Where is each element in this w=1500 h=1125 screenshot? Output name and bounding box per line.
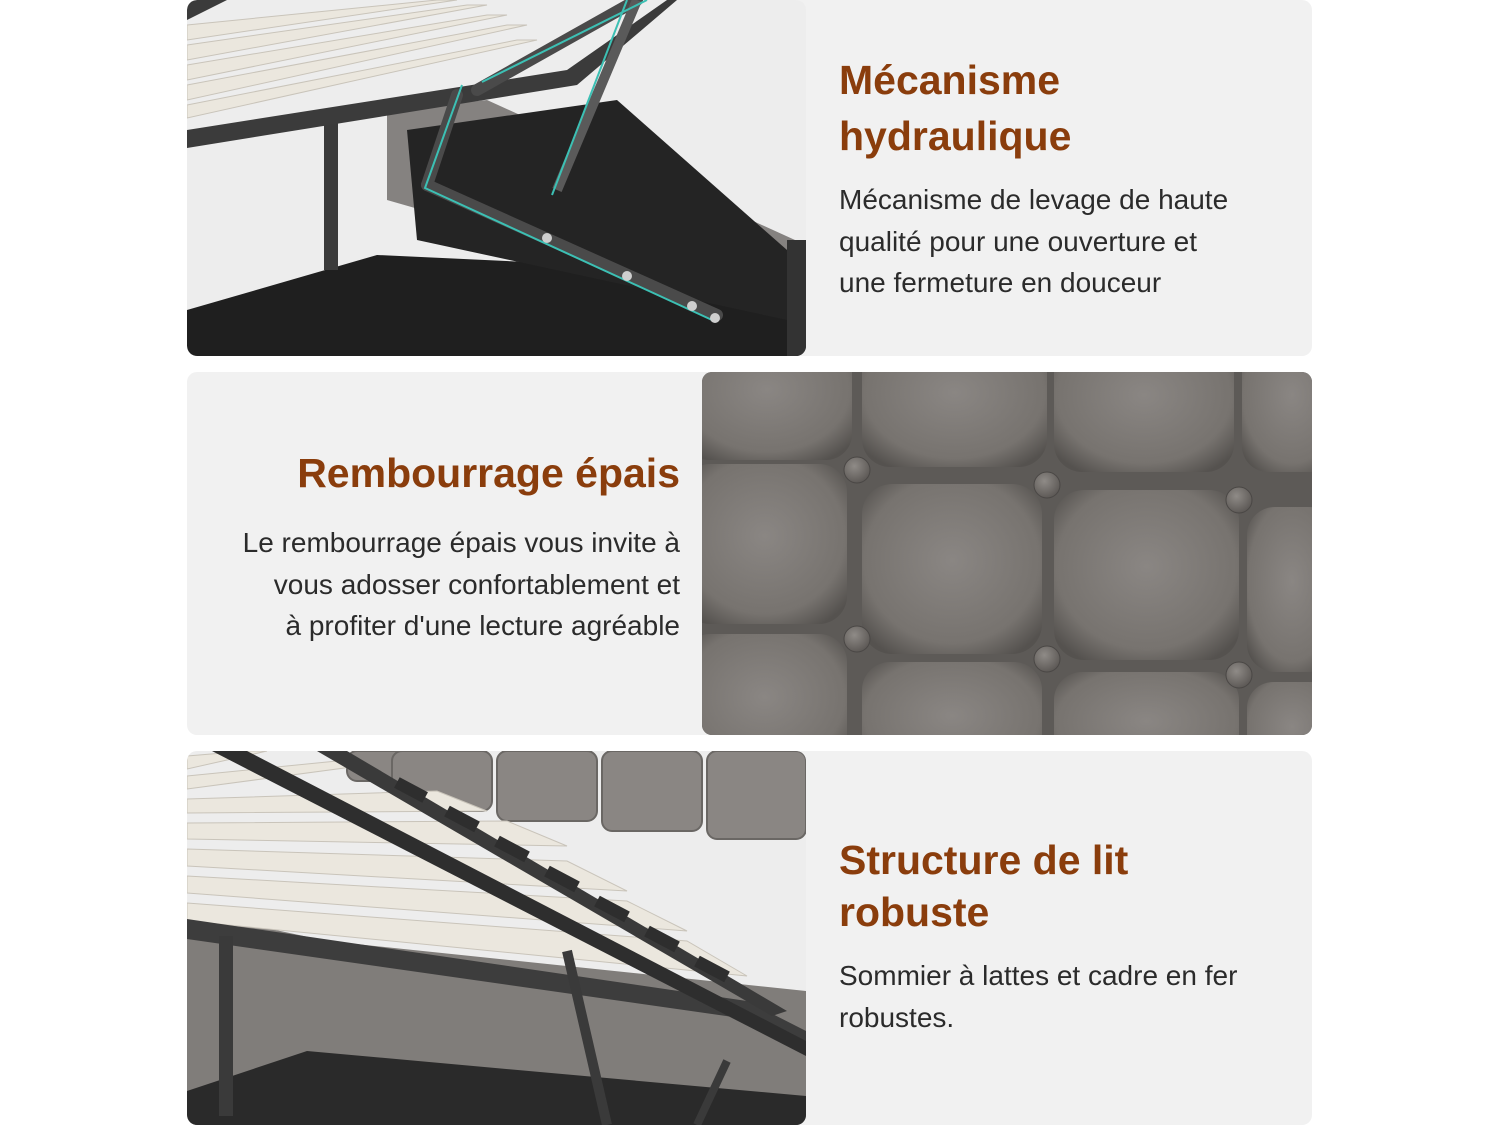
section-description: [197, 522, 680, 647]
title-line: Rembourrage épais: [297, 450, 680, 496]
description-line: Mécanisme de levage de haute: [839, 184, 1229, 215]
feature-panel-frame: [187, 751, 1312, 1125]
description-line: vous adosser confortablement et: [273, 568, 680, 600]
section-title: [197, 445, 680, 501]
description-line: robustes.: [839, 1001, 955, 1033]
section-title: [839, 834, 1299, 938]
description-line: à profiter d'une lecture agréable: [285, 610, 680, 641]
section-title: [839, 52, 1299, 164]
feature-panel-hydraulic: [187, 0, 1312, 356]
section-description: [839, 179, 1299, 304]
feature-panel-padding: [187, 372, 1312, 735]
description-line: qualité pour une ouverture et: [839, 225, 1198, 257]
description-line: Sommier à lattes et cadre en fer: [839, 960, 1238, 991]
title-line: Mécanisme: [839, 57, 1061, 103]
bed-frame-slats-photo: [187, 751, 806, 1125]
tufted-headboard-fabric-photo: [702, 372, 1312, 735]
title-line: robuste: [839, 889, 990, 935]
title-line: Structure de lit: [839, 837, 1129, 883]
title-line: hydraulique: [839, 113, 1072, 159]
section-description: [839, 955, 1299, 1038]
description-line: Le rembourrage épais vous invite à: [242, 527, 680, 558]
hydraulic-lift-mechanism-photo: [187, 0, 806, 356]
description-line: une fermeture en douceur: [839, 267, 1162, 298]
